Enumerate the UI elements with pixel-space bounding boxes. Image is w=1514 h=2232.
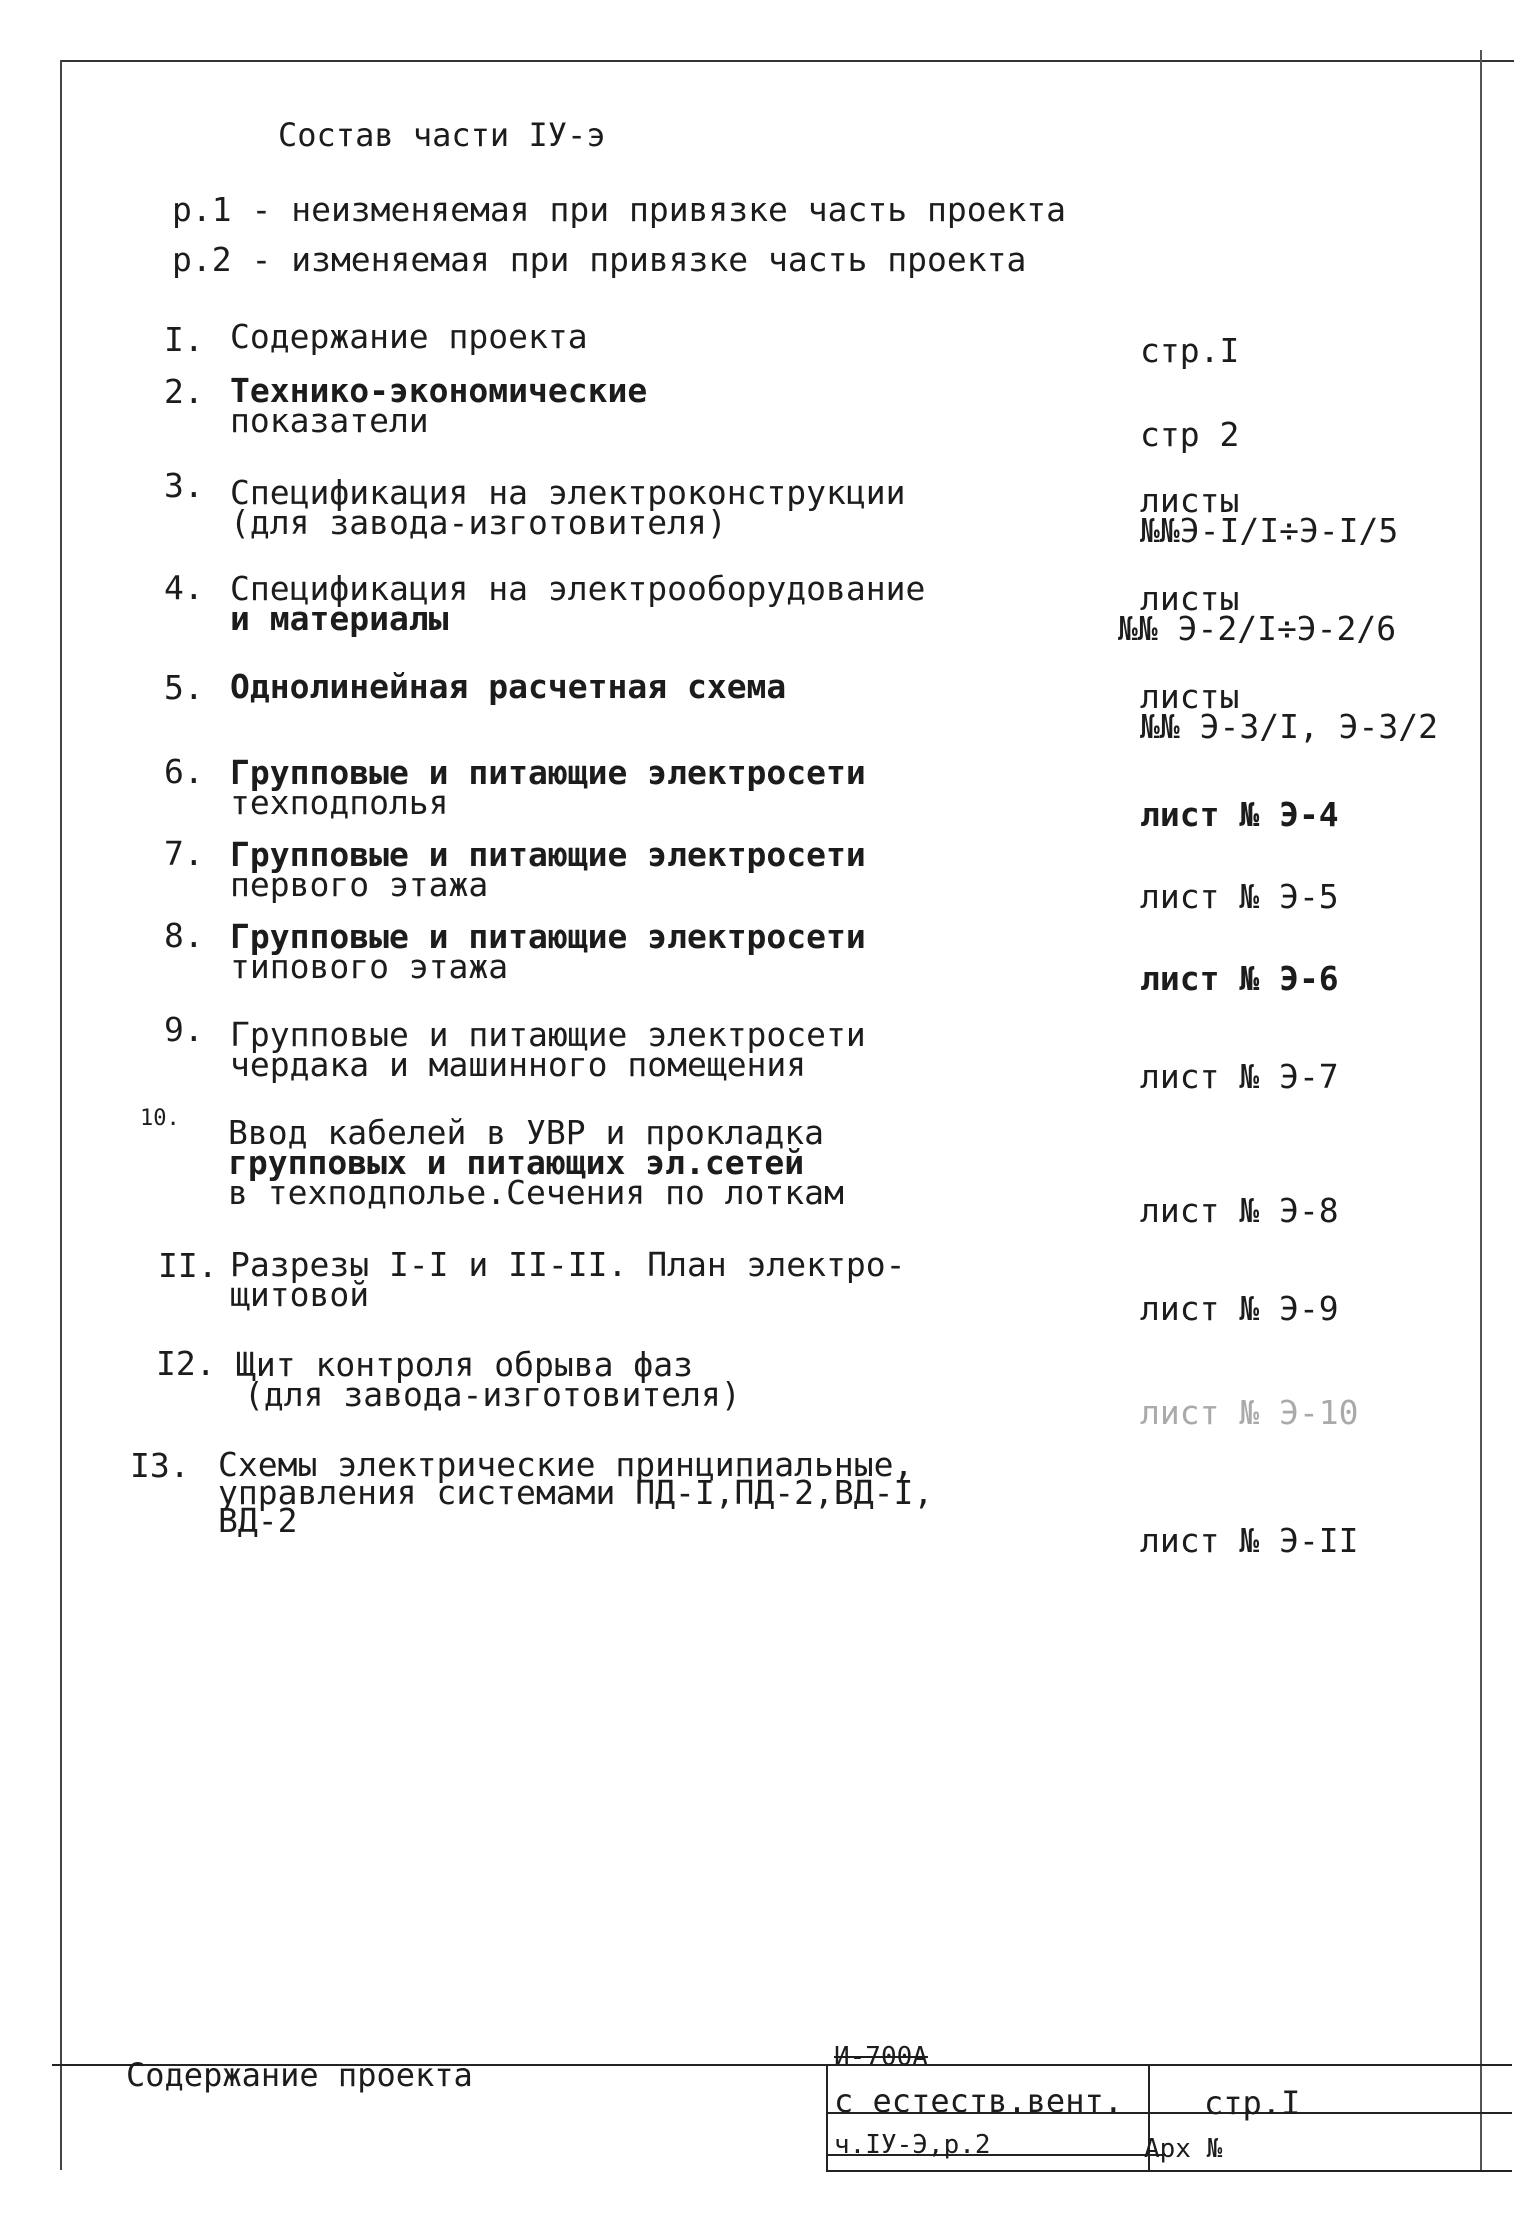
- item-reference: [1118, 579, 1397, 648]
- item-text: (для завода-изготовителя): [230, 503, 727, 542]
- reference-sheets: №№ Э-2/I÷Э-2/6: [1118, 609, 1397, 648]
- item-number: 2.: [164, 372, 204, 411]
- item-text: Схемы электрические принципиальные,: [218, 1445, 914, 1484]
- item-text: техподполья: [230, 783, 449, 822]
- item-text: Спецификация на электрооборудование: [230, 569, 926, 608]
- item-text: чердака и машинного помещения: [230, 1045, 807, 1084]
- item-text: Групповые и питающие электросети: [230, 835, 866, 874]
- item-text: показатели: [230, 401, 429, 440]
- item-text: Щит контроля обрыва фаз: [236, 1345, 693, 1384]
- item-text: щитовой: [230, 1275, 370, 1314]
- item-text: Содержание проекта: [230, 317, 588, 356]
- page-title: Состав части IУ-э: [278, 116, 606, 154]
- item-reference: лист № Э-6: [1140, 959, 1339, 998]
- item-text: групповых и питающих эл.сетей: [228, 1143, 805, 1182]
- item-reference: лист № Э-4: [1140, 795, 1339, 834]
- item-reference: лист № Э-9: [1140, 1289, 1339, 1328]
- title-block-bottom-line: [826, 2170, 1512, 2172]
- part-2-line: р.2 - изменяемая при привязке часть проекта: [172, 240, 1027, 279]
- item-number: 10.: [140, 1106, 180, 1131]
- title-block-name: Содержание проекта: [126, 2056, 473, 2094]
- item-reference: лист № Э-II: [1140, 1521, 1359, 1560]
- item-number: 6.: [164, 752, 204, 791]
- reference-label: листы: [1140, 677, 1240, 716]
- reference-sheets: №№Э-I/I÷Э-I/5: [1140, 511, 1399, 550]
- item-number: 7.: [164, 834, 204, 873]
- item-text: Ввод кабелей в УВР и прокладка: [228, 1113, 825, 1152]
- frame-right-border: [1480, 50, 1482, 2170]
- frame-left-border: [60, 60, 62, 2170]
- title-block-page: стр.I: [1204, 2084, 1301, 2122]
- item-reference: [1140, 481, 1399, 550]
- item-reference: лист № Э-8: [1140, 1191, 1339, 1230]
- part-1-line: р.1 - неизменяемая при привязке часть проекта: [172, 190, 1067, 229]
- item-number: I3.: [130, 1446, 190, 1485]
- item-reference: стр 2: [1140, 415, 1240, 454]
- item-text: Технико-экономические: [230, 371, 648, 410]
- item-text: Спецификация на электроконструкции: [230, 473, 906, 512]
- item-text: Групповые и питающие электросети: [230, 753, 866, 792]
- item-reference: лист № Э-5: [1140, 877, 1339, 916]
- item-number: 3.: [164, 466, 204, 505]
- item-text: Однолинейная расчетная схема: [230, 667, 787, 706]
- item-text: Разрезы I-I и II-II. План электро-: [230, 1245, 906, 1284]
- item-text: и материалы: [230, 599, 449, 638]
- item-reference: [1140, 677, 1439, 746]
- item-number: 8.: [164, 916, 204, 955]
- item-text: управления системами ПД-I,ПД-2,ВД-I,: [218, 1473, 934, 1512]
- title-block-code: И-700А: [834, 2042, 928, 2072]
- item-number: 5.: [164, 668, 204, 707]
- title-block-divider: [826, 2064, 828, 2170]
- item-text: типового этажа: [230, 947, 509, 986]
- item-reference: лист № Э-10: [1140, 1393, 1359, 1432]
- item-number: I2.: [156, 1344, 216, 1383]
- title-block-section: ч.IУ-Э,р.2: [834, 2130, 991, 2160]
- item-reference: стр.I: [1140, 331, 1240, 370]
- item-text: Групповые и питающие электросети: [230, 917, 866, 956]
- title-block-variant: с естеств.вент.: [834, 2082, 1123, 2120]
- reference-label: листы: [1140, 579, 1240, 618]
- title-block-archive: Арх №: [1144, 2134, 1223, 2164]
- item-text: Групповые и питающие электросети: [230, 1015, 866, 1054]
- item-number: 4.: [164, 568, 204, 607]
- item-text: первого этажа: [230, 865, 489, 904]
- item-text: в техподполье.Сечения по лоткам: [228, 1173, 844, 1212]
- item-number: I.: [164, 320, 204, 359]
- reference-label: листы: [1140, 481, 1240, 520]
- item-number: 9.: [164, 1010, 204, 1049]
- reference-sheets: №№ Э-3/I, Э-3/2: [1140, 707, 1439, 746]
- item-reference: лист № Э-7: [1140, 1057, 1339, 1096]
- item-text: ВД-2: [218, 1501, 298, 1540]
- item-number: II.: [158, 1246, 218, 1285]
- frame-top-border: [62, 60, 1514, 62]
- item-text: (для завода-изготовителя): [244, 1375, 741, 1414]
